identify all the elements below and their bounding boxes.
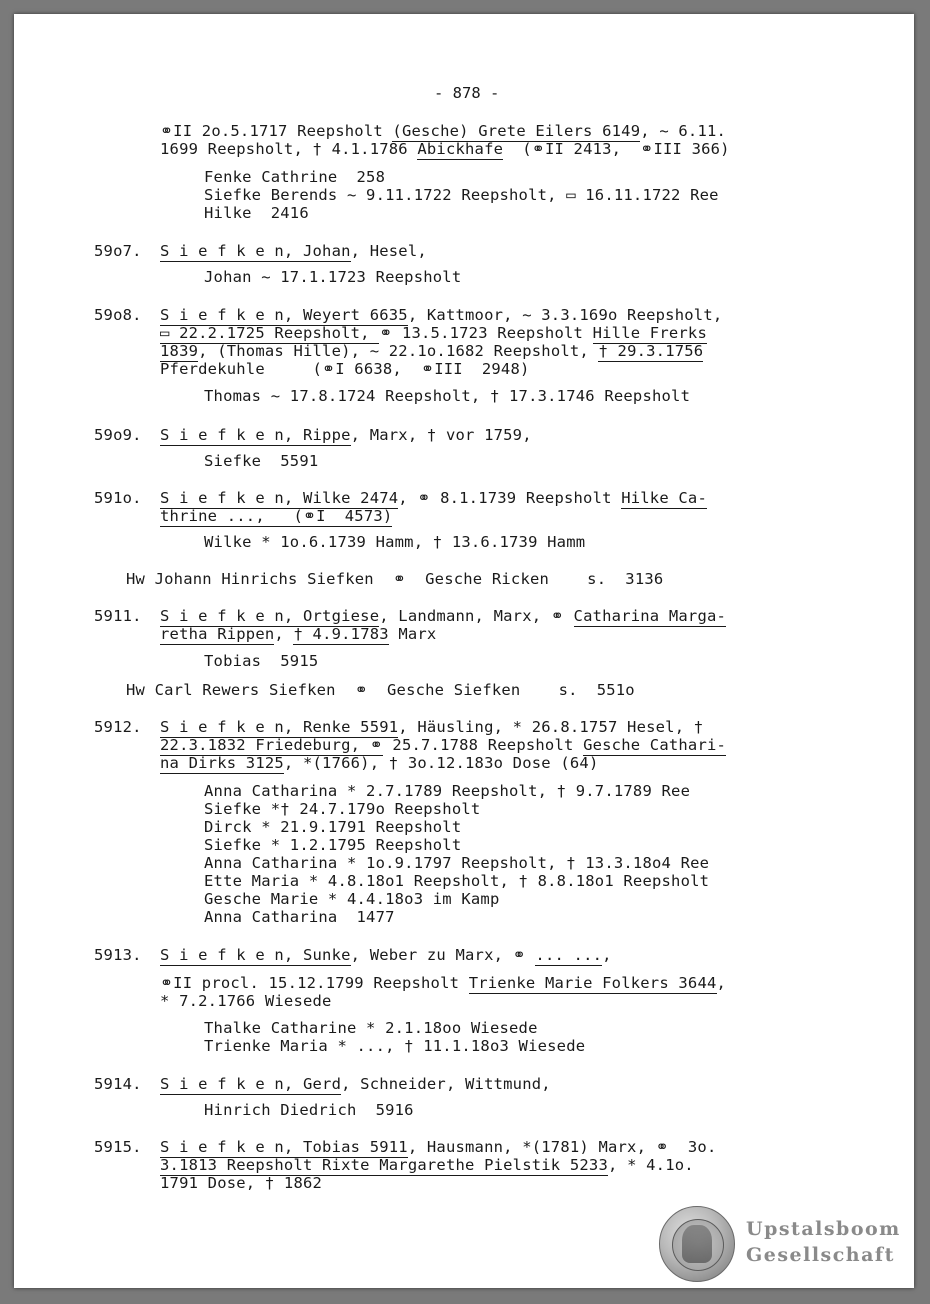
entry-heading: S i e f k e n, Wilke 2474, ⚭ 8.1.1739 Reepsholt Hilke Ca- (160, 489, 707, 507)
text-line: thrine ..., (⚭I 4573) (160, 507, 393, 525)
text-line: ▭ 22.2.1725 Reepsholt, ⚭ 13.5.1723 Reepsholt Hille Frerks (160, 324, 707, 342)
child-line: Hilke 2416 (204, 204, 309, 222)
entry-heading: S i e f k e n, Weyert 6635, Kattmoor, ~ 3.3.169o Reepsholt, (160, 306, 723, 324)
entry-number: 5911. (94, 607, 142, 625)
child-line: Wilke * 1o.6.1739 Hamm, † 13.6.1739 Hamm (204, 533, 586, 551)
text-line: ⚭II 2o.5.1717 Reepsholt (Gesche) Grete Eilers 6149, ~ 6.11. (160, 122, 727, 140)
entry-number: 5914. (94, 1075, 142, 1093)
entry-heading: S i e f k e n, Rippe, Marx, † vor 1759, (160, 426, 532, 444)
text-line: na Dirks 3125, *(1766), † 3o.12.183o Dose (64) (160, 754, 599, 772)
text-line: 3.1813 Reepsholt Rixte Margarethe Pielstik 5233, * 4.1o. (160, 1156, 694, 1174)
document-page (14, 14, 914, 1288)
entry-heading: S i e f k e n, Ortgiese, Landmann, Marx, ⚭ Catharina Marga- (160, 607, 727, 625)
entry-number: 59o8. (94, 306, 142, 324)
text-line: 1839, (Thomas Hille), ~ 22.1o.1682 Reepsholt, † 29.3.1756 (160, 342, 704, 360)
child-line: Anna Catharina * 1o.9.1797 Reepsholt, † 13.3.18o4 Ree (204, 854, 710, 872)
child-line: Hinrich Diedrich 5916 (204, 1101, 414, 1119)
text-line: 1791 Dose, † 1862 (160, 1174, 323, 1192)
entry-heading: S i e f k e n, Renke 5591, Häusling, * 26.8.1757 Hesel, † (160, 718, 704, 736)
entry-heading: S i e f k e n, Johan, Hesel, (160, 242, 427, 260)
text-line: 22.3.1832 Friedeburg, ⚭ 25.7.1788 Reepsholt Gesche Cathari- (160, 736, 727, 754)
child-line: Thomas ~ 17.8.1724 Reepsholt, † 17.3.1746 Reepsholt (204, 387, 691, 405)
child-line: Anna Catharina 1477 (204, 908, 395, 926)
child-line: Trienke Maria * ..., † 11.1.18o3 Wiesede (204, 1037, 586, 1055)
child-line: Fenke Cathrine 258 (204, 168, 386, 186)
child-line: Siefke * 1.2.1795 Reepsholt (204, 836, 462, 854)
child-line: Johan ~ 17.1.1723 Reepsholt (204, 268, 462, 286)
child-line: Siefke Berends ~ 9.11.1722 Reepsholt, ▭ 16.11.1722 Ree (204, 186, 719, 204)
entry-heading: S i e f k e n, Gerd, Schneider, Wittmund, (160, 1075, 551, 1093)
page-number: - 878 - (434, 84, 500, 102)
text-line: * 7.2.1766 Wiesede (160, 992, 332, 1010)
text-line: ⚭II procl. 15.12.1799 Reepsholt Trienke Marie Folkers 3644, (160, 974, 727, 992)
text-line: retha Rippen, † 4.9.1783 Marx (160, 625, 437, 643)
entry-number: 59o7. (94, 242, 142, 260)
brand-line-1: Upstalsboom (746, 1218, 901, 1240)
reference-line: Hw Johann Hinrichs Siefken ⚭ Gesche Ricken s. 3136 (126, 570, 664, 588)
entry-number: 591o. (94, 489, 142, 507)
brand-line-2: Gesellschaft (746, 1244, 895, 1266)
entry-heading: S i e f k e n, Sunke, Weber zu Marx, ⚭ ... ..., (160, 946, 612, 964)
society-seal-icon (659, 1206, 735, 1282)
child-line: Anna Catharina * 2.7.1789 Reepsholt, † 9.7.1789 Ree (204, 782, 691, 800)
child-line: Siefke *† 24.7.179o Reepsholt (204, 800, 481, 818)
child-line: Ette Maria * 4.8.18o1 Reepsholt, † 8.8.18o1 Reepsholt (204, 872, 710, 890)
child-line: Gesche Marie * 4.4.18o3 im Kamp (204, 890, 500, 908)
entry-heading: S i e f k e n, Tobias 5911, Hausmann, *(1781) Marx, ⚭ 3o. (160, 1138, 717, 1156)
reference-line: Hw Carl Rewers Siefken ⚭ Gesche Siefken s. 551o (126, 681, 635, 699)
child-line: Dirck * 21.9.1791 Reepsholt (204, 818, 462, 836)
child-line: Thalke Catharine * 2.1.18oo Wiesede (204, 1019, 538, 1037)
entry-number: 5915. (94, 1138, 142, 1156)
child-line: Siefke 5591 (204, 452, 319, 470)
text-line: Pferdekuhle (⚭I 6638, ⚭III 2948) (160, 360, 530, 378)
entry-number: 5913. (94, 946, 142, 964)
text-line: 1699 Reepsholt, † 4.1.1786 Abickhafe (⚭II 2413, ⚭III 366) (160, 140, 730, 158)
child-line: Tobias 5915 (204, 652, 319, 670)
entry-number: 5912. (94, 718, 142, 736)
entry-number: 59o9. (94, 426, 142, 444)
